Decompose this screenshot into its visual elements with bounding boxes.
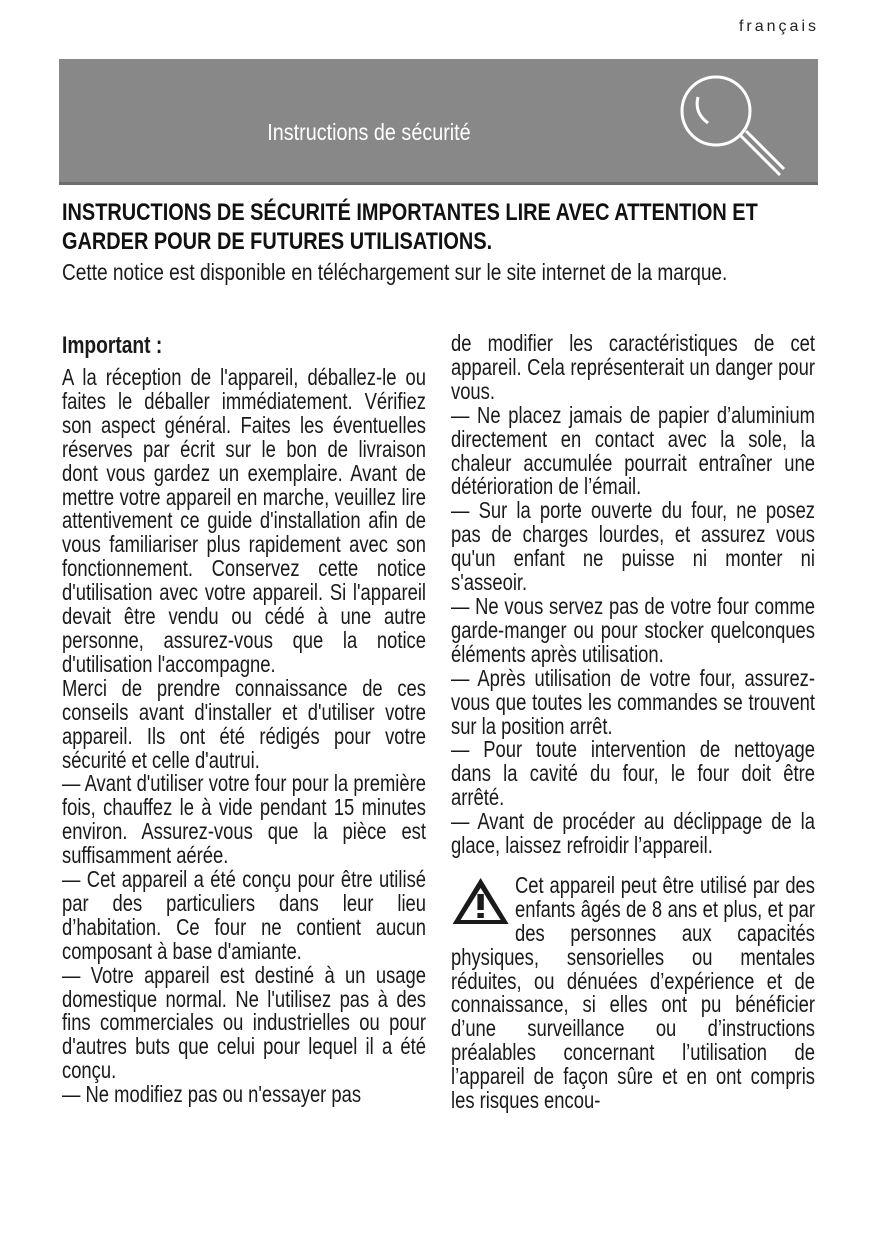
paragraph: — Pour toute intervention de nettoyage dans la cavité du four, le four doit être arrêté. bbox=[451, 736, 815, 811]
paragraph: — Cet appareil a été conçu pour être utilisé par des particuliers dans leur lieu d’habitation. Ce four ne contient aucun composant à base d'amiante. bbox=[62, 866, 426, 964]
paragraph: — Après utilisation de votre four, assurez-vous que toutes les commandes se trouvent sur la position arrêt. bbox=[451, 664, 815, 739]
download-notice: Cette notice est disponible en téléchargement sur le site internet de la marque. bbox=[62, 259, 728, 285]
paragraph: — Ne placez jamais de papier d’aluminium directement en contact avec la sole, la chaleur accumulée pourrait entraîner une détérioration de l’émail. bbox=[451, 401, 815, 500]
warning-paragraph bbox=[451, 871, 815, 1114]
section-banner bbox=[59, 59, 818, 185]
paragraph: — Votre appareil est destiné à un usage domestique normal. Ne l'utilisez pas à des fins commerciales ou industrielles ou pour d'autres buts que celui pour lequel il a été conçu. bbox=[62, 961, 426, 1084]
language-label: français bbox=[738, 18, 819, 35]
important-headline: INSTRUCTIONS DE SÉCURITÉ IMPORTANTES LIRE AVEC ATTENTION ET GARDER POUR DE FUTURES UTILISATIONS. bbox=[62, 199, 758, 255]
paragraph: — Ne modifiez pas ou n'essayer pas bbox=[62, 1081, 362, 1108]
warning-text: Cet appareil peut être utilisé par des enfants âgés de 8 ans et plus, et par des personnes aux capacités physiques, sensorielles ou mentales réduites, ou dénuées d’expérience et de connaissance, si elles ont pu bénéficier d’une surveillance ou d’instructions préalables concernant l’utilisation de l’appareil de façon sûre et en ont compris les risques encou- bbox=[451, 871, 815, 1114]
left-column bbox=[62, 332, 426, 1107]
paragraph: — Avant d'utiliser votre four pour la première fois, chauffez le à vide pendant 15 minutes environ. Assurez-vous que la pièce est suffisamment aérée. bbox=[62, 770, 426, 869]
paragraph: — Avant de procéder au déclippage de la glace, laissez refroidir l’appareil. bbox=[451, 808, 815, 859]
magnifier-icon bbox=[668, 69, 788, 181]
paragraph: Merci de prendre connaissance de ces conseils avant d'installer et d'utiliser votre appareil. Ils ont été rédigés pour votre sécurité et celle d'autrui. bbox=[62, 674, 426, 773]
paragraph: — Sur la porte ouverte du four, ne posez pas de charges lourdes, et assurez vous qu'un enfant ne puisse ni monter ni s'asseoir. bbox=[451, 497, 815, 596]
paragraph: — Ne vous servez pas de votre four comme garde-manger ou pour stocker quelconques éléments après utilisation. bbox=[451, 592, 815, 667]
paragraph: A la réception de l'appareil, déballez-le ou faites le déballer immédiatement. Vérifiez son aspect général. Faites les éventuelles réserves par écrit sur le bon de livraison dont vous gardez un exemplaire. Avant de mettre votre appareil en marche, veuillez lire attentivement ce guide d'installation afin de vous familiariser plus rapidement avec son fonctionnement. Conservez cette notice d'utilisation avec votre appareil. Si l'appareil devait être vendu ou cédé à une autre personne, assurez-vous que la notice d'utilisation l'accompagne. bbox=[62, 364, 426, 677]
banner-title: Instructions de sécurité bbox=[267, 119, 471, 145]
warning-triangle-icon bbox=[451, 876, 510, 926]
important-title: Important : bbox=[62, 332, 163, 359]
paragraph: de modifier les caractéristiques de cet appareil. Cela représenterait un danger pour vous. bbox=[451, 330, 815, 404]
right-column bbox=[451, 332, 815, 1113]
